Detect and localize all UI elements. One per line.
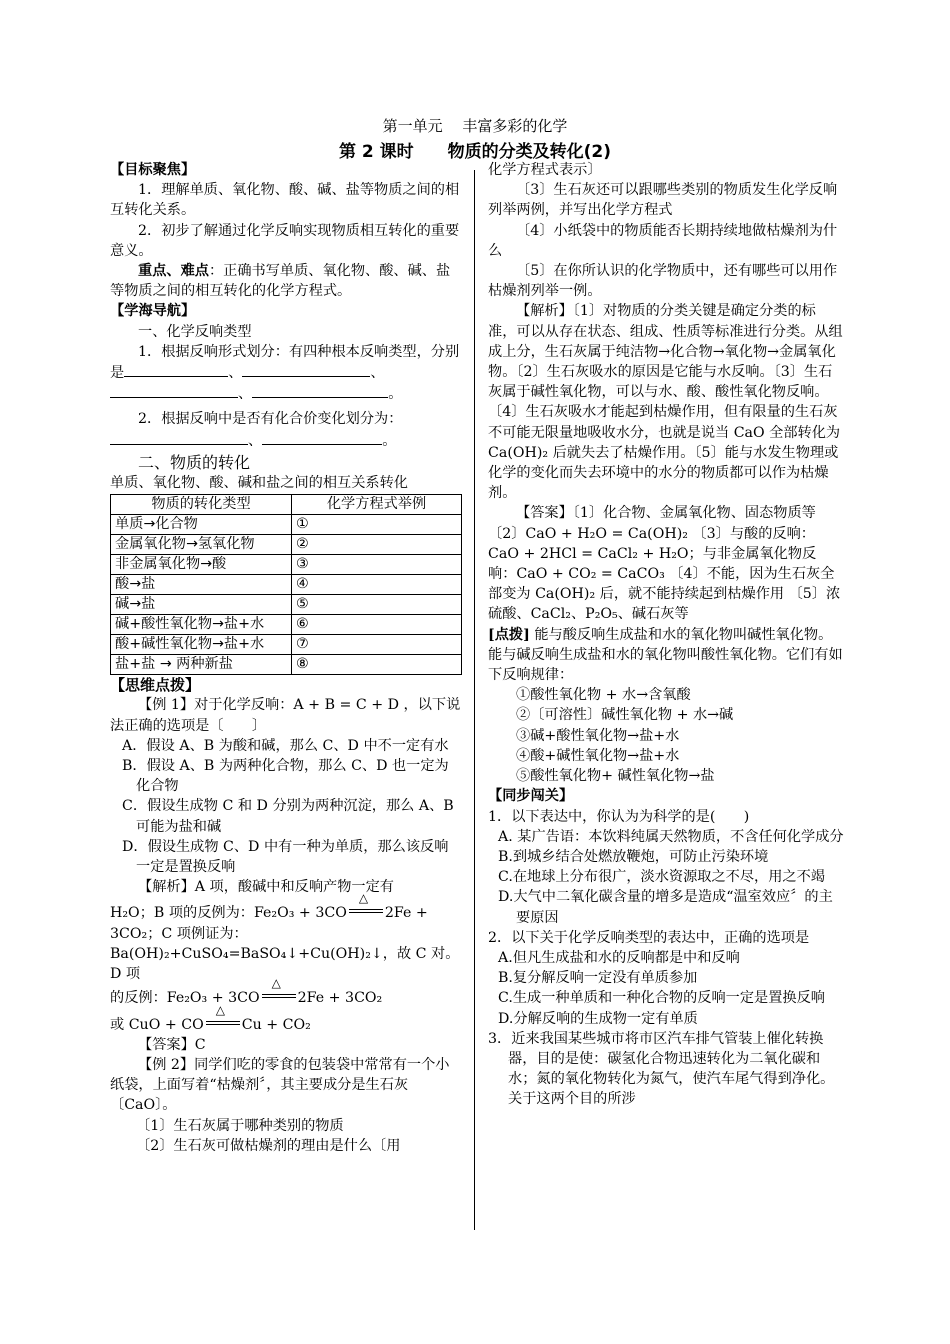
table-cell: 金属氧化物→氢氧化物	[111, 535, 292, 555]
heat-condition-icon: △	[206, 1015, 240, 1031]
key-points	[110, 261, 462, 301]
tip-text: 能与酸反响生成盐和水的氧化物叫碱性氧化物。能与碱反响生成盐和水的氧化物叫酸性氧化物。它们有如下反响规律：	[488, 626, 843, 684]
table-cell[interactable]: ④	[292, 575, 462, 595]
table-row	[111, 535, 462, 555]
example-1-option-a: A．假设 A、B 为酸和碱，那么 C、D 中不一定有水	[122, 737, 449, 754]
table-row	[111, 615, 462, 635]
table-cell[interactable]: ⑥	[292, 615, 462, 635]
example-2: 【例 2】同学们吃的零食的包装袋中常常有一个小纸袋，上面写着“枯燥剂〞，其主要成分是生石灰〔CaO〕。	[110, 1056, 450, 1114]
practice-heading: 【同步闯关】	[488, 788, 574, 805]
equation-line-5	[110, 1002, 462, 1035]
example-2-question-4: 〔4〕小纸袋中的物质能否长期持续地做枯燥剂为什么	[488, 222, 838, 259]
example-2-question-2: 〔2〕生石灰可做枯燥剂的理由是什么〔用	[136, 1137, 401, 1154]
table-cell: 单质→化合物	[111, 515, 292, 535]
table-cell: 酸→盐	[111, 575, 292, 595]
conversion-table	[110, 494, 462, 675]
question-2-text: 2．根据反响中是否有化合价变化划分为：	[138, 411, 403, 428]
question-2	[110, 409, 462, 429]
practice-1-option-a[interactable]: A. 某广告语：本饮料纯属天然物质，不含任何化学成分	[498, 828, 844, 845]
question-2-blanks: 、 。	[110, 430, 462, 451]
equation-text: H₂O；B 项的反例为：Fe₂O₃ + 3CO	[110, 905, 347, 922]
table-row	[111, 555, 462, 575]
key-text: ：正确书写单质、氧化物、酸、碱、盐等物质之间的相互转化的化学方程式。	[110, 263, 451, 300]
question-1: 1．根据反响形式划分：有四种根本反响类型，分别是 、 、、 。	[110, 343, 460, 403]
practice-1-option-b[interactable]: B.到城乡结合处燃放鞭炮，可防止污染环境	[498, 848, 769, 865]
rule-item: ③碱+酸性氧化物→盐+水	[516, 727, 680, 744]
table-row	[111, 575, 462, 595]
equation-text: 的反例：Fe₂O₃ + 3CO	[110, 990, 260, 1007]
table-cell: 非金属氧化物→酸	[111, 555, 292, 575]
equation-text: 或 CuO + CO	[110, 1016, 204, 1033]
answer-blank[interactable]	[242, 362, 370, 377]
answer-blank[interactable]	[124, 362, 228, 377]
answer-blank[interactable]	[110, 430, 248, 445]
question-1-text: 1．根据反响形式划分：有四种根本反响类型，分别是	[110, 343, 460, 382]
rule-item: ⑤酸性氧化物+ 碱性氧化物→盐	[516, 768, 715, 785]
example-2-continued: 化学方程式表示〕	[488, 162, 602, 178]
unit-title: 第一单元 丰富多彩的化学	[382, 117, 568, 135]
table-header-row	[111, 495, 462, 515]
table-row	[111, 655, 462, 675]
tip-paragraph	[488, 625, 844, 686]
equation-line-1	[110, 891, 462, 923]
table-header-cell: 化学方程式举例	[292, 495, 462, 515]
equation-line-3: Ba(OH)₂+CuSO₄=BaSO₄↓+Cu(OH)₂↓，故 C 对。D 项	[110, 945, 460, 983]
tip-label: [点拨]	[488, 626, 530, 643]
heat-condition-icon: △	[349, 903, 383, 919]
section-2-title: 二、物质的转化	[138, 452, 251, 472]
table-cell[interactable]: ⑦	[292, 635, 462, 655]
example-1-option-c: C．假设生成物 C 和 D 分别为两种沉淀，那么 A、B 可能为盐和碱	[122, 798, 454, 835]
equation-line-2: 3CO₂；C 项例证为：	[110, 925, 248, 942]
example-2-question-3: 〔3〕生石灰还可以跟哪些类别的物质发生化学反响列举两例，并写出化学方程式	[488, 182, 838, 219]
table-cell: 盐+盐 → 两种新盐	[111, 655, 292, 675]
table-row	[111, 635, 462, 655]
rule-item: ④酸+碱性氧化物→盐+水	[516, 747, 680, 764]
table-row	[111, 595, 462, 615]
table-row	[111, 515, 462, 535]
practice-question-2: 2．以下关于化学反响类型的表达中，正确的选项是	[488, 929, 810, 946]
equation-line-4	[110, 976, 462, 1008]
goal-heading: 【目标聚焦】	[110, 162, 196, 178]
column-divider	[474, 170, 475, 1230]
table-cell[interactable]: ⑧	[292, 655, 462, 675]
table-cell[interactable]: ③	[292, 555, 462, 575]
left-column	[110, 160, 462, 1156]
equation-text: 2Fe +	[384, 905, 428, 922]
rule-item: ②〔可溶性〕碱性氧化物 + 水→碱	[516, 707, 734, 724]
key-label: 重点、难点	[138, 263, 209, 280]
practice-2-option-a[interactable]: A.但凡生成盐和水的反响都是中和反响	[498, 949, 740, 966]
practice-2-option-c[interactable]: C.生成一种单质和一种化合物的反响一定是置换反响	[498, 990, 825, 1007]
example-1-answer: 【答案】C	[138, 1036, 206, 1053]
equation-text: 2Fe + 3CO₂	[297, 990, 383, 1007]
practice-1-option-d[interactable]: D.大气中二氧化碳含量的增多是造成“温室效应〞的主要原因	[498, 889, 833, 926]
example-1-option-d: D．假设生成物 C、D 中有一种为单质，那么该反响一定是置换反响	[122, 838, 449, 876]
lesson-title: 第 2 课时 物质的分类及转化(2)	[338, 142, 612, 162]
guide-heading: 【学海导航】	[110, 303, 196, 320]
practice-question-3: 3．近来我国某些城市将市区汽车排气管装上催化转换器，目的是使：碳氢化合物迅速转化为二氧化碳和水；氮的氧化物转化为氮气，使汽车尾气得到净化。关于这两个目的所涉	[488, 1030, 835, 1108]
thinking-heading: 【思维点拨】	[110, 676, 201, 695]
table-header-cell: 物质的转化类型	[111, 495, 292, 515]
table-cell: 酸+碱性氧化物→盐+水	[111, 635, 292, 655]
example-2-question-5: 〔5〕在你所认识的化学物质中，还有哪些可以用作枯燥剂列举一例。	[488, 263, 838, 300]
table-cell: 碱+酸性氧化物→盐+水	[111, 615, 292, 635]
equation-text: Cu + CO₂	[241, 1016, 311, 1033]
example-2-question-1: 〔1〕生石灰属于哪种类别的物质	[136, 1117, 344, 1134]
section-1-title: 一、化学反响类型	[138, 323, 252, 340]
right-column	[488, 160, 844, 1110]
table-cell[interactable]: ①	[292, 515, 462, 535]
heat-condition-icon: △	[262, 988, 296, 1004]
rule-item: ①酸性氧化物 + 水→含氧酸	[516, 687, 691, 704]
example-1: 【例 1】对于化学反响：A + B = C + D ，以下说法正确的选项是〔 〕	[110, 697, 461, 734]
table-cell: 碱→盐	[111, 595, 292, 615]
practice-2-option-b[interactable]: B.复分解反响一定没有单质参加	[498, 970, 698, 987]
section-2-intro: 单质、氧化物、酸、碱和盐之间的相互关系转化	[110, 475, 408, 492]
table-cell[interactable]: ②	[292, 535, 462, 555]
example-2-answer: 【答案】〔1〕化合物、金属氧化物、固态物质等 〔2〕CaO + H₂O = Ca(OH)₂ 〔3〕与酸的反响：CaO + 2HCl = CaCl₂ + H₂O；与非金属氧化物反响：CaO + CO₂ = CaCO₃ 〔4〕不能，因为生石灰全部变为 Ca(OH)₂ 后，就不能持续起到枯燥作用 〔5〕浓硫酸、CaCl₂、P₂O₅、碱石灰等	[488, 505, 841, 623]
example-2-analysis: 【解析】〔1〕对物质的分类关键是确定分类的标准，可以从存在状态、组成、性质等标准进行分类。从组成上分，生石灰属于纯洁物→化合物→氧化物→金属氧化物。〔2〕生石灰吸水的原因是它能与水反响。〔3〕生石灰属于碱性氧化物，可以与水、酸、酸性氧化物反响。〔4〕生石灰吸水才能起到枯燥作用，但有限量的生石灰不可能无限量地吸收水分，也就是说当 CaO 全部转化为 Ca(OH)₂ 后就失去了枯燥作用。〔5〕能与水发生物理或化学的变化而失去环境中的水分的物质都可以作为枯燥剂。	[488, 303, 843, 502]
answer-blank[interactable]	[110, 383, 238, 398]
practice-1-option-c[interactable]: C.在地球上分布很广，淡水资源取之不尽，用之不竭	[498, 869, 825, 886]
example-1-option-b: B．假设 A、B 为两种化合物，那么 C、D 也一定为化合物	[122, 758, 449, 795]
goal-2: 2．初步了解通过化学反响实现物质相互转化的重要意义。	[110, 222, 460, 259]
answer-blank[interactable]	[252, 383, 388, 398]
goal-1: 1．理解单质、氧化物、酸、碱、盐等物质之间的相互转化关系。	[110, 182, 460, 219]
table-cell[interactable]: ⑤	[292, 595, 462, 615]
practice-question-1: 1．以下表达中，你认为为科学的是( )	[488, 808, 750, 825]
practice-2-option-d[interactable]: D.分解反响的生成物一定有单质	[498, 1010, 698, 1027]
answer-blank[interactable]	[262, 430, 382, 445]
example-1-analysis: 【解析】A 项，酸碱中和反响产物一定有	[138, 879, 394, 896]
